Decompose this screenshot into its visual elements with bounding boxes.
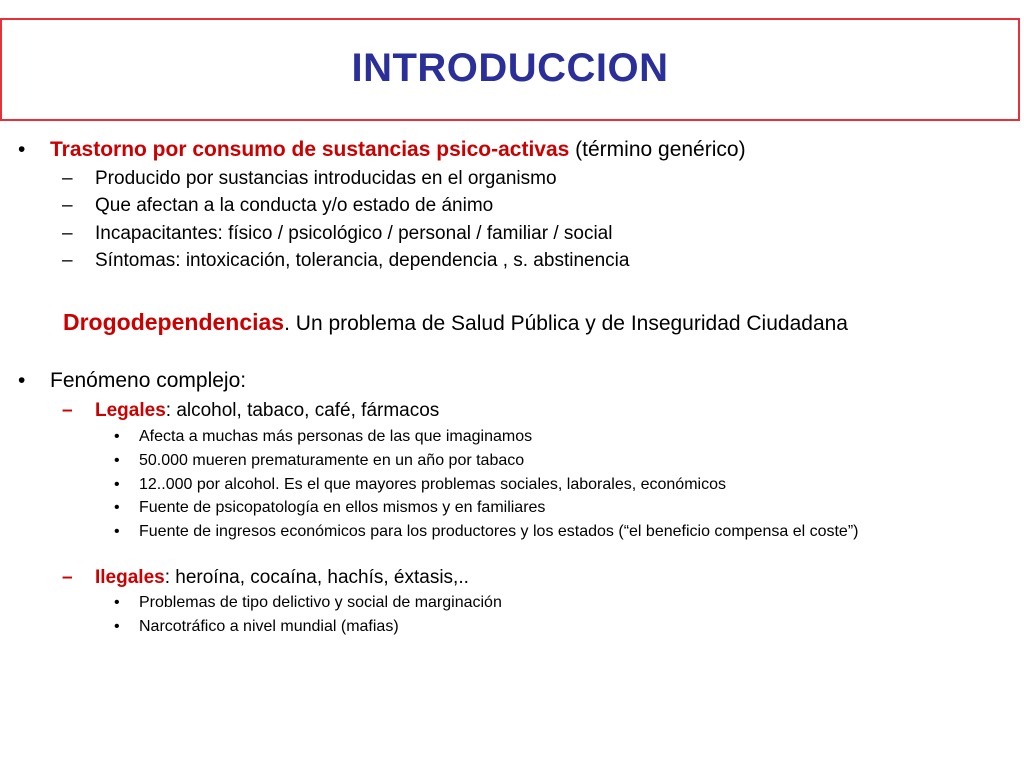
- dash-marker: –: [62, 168, 73, 189]
- sub-sub-item: [114, 476, 726, 494]
- bullet-marker: •: [114, 499, 120, 516]
- statement-bold-text: Drogodependencias: [63, 309, 285, 335]
- sub-sub-item: [114, 452, 525, 470]
- sub-sub-item-text: 12..000 por alcohol. Es el que mayores problemas sociales, laborales, económicos: [139, 476, 726, 493]
- sub-item: [62, 567, 469, 589]
- sub-item-text: Que afectan a la conducta y/o estado de ánimo: [95, 195, 494, 216]
- sub-item: [62, 250, 630, 272]
- bullet-marker: •: [114, 476, 120, 493]
- dash-marker: –: [62, 400, 73, 421]
- bullet-item: [18, 138, 746, 162]
- dash-marker: –: [62, 567, 73, 588]
- sub-item: [62, 195, 494, 217]
- sub-sub-item: [114, 594, 502, 612]
- sub-sub-item-text: Narcotráfico a nivel mundial (mafias): [139, 618, 399, 635]
- sub-item-bold-text: Legales: [95, 400, 166, 421]
- bullet-bold-text: Trastorno por consumo de sustancias psico-activas: [50, 138, 570, 161]
- sub-item-text: Síntomas: intoxicación, tolerancia, dependencia , s. abstinencia: [95, 250, 630, 271]
- highlight-statement: [63, 309, 848, 336]
- sub-sub-item-text: Afecta a muchas más personas de las que imaginamos: [139, 428, 533, 445]
- bullet-text: (término genérico): [569, 138, 746, 161]
- bullet-marker: •: [114, 452, 120, 469]
- sub-item-bold-text: Ilegales: [95, 567, 165, 588]
- dash-marker: –: [62, 195, 73, 216]
- sub-item-text: Producido por sustancias introducidas en el organismo: [95, 168, 557, 189]
- bullet-marker: •: [18, 369, 26, 392]
- sub-sub-item: [114, 618, 399, 636]
- bullet-item: [18, 369, 247, 393]
- bullet-marker: •: [114, 594, 120, 611]
- sub-item: [62, 400, 440, 422]
- bullet-text: Fenómeno complejo:: [50, 369, 247, 392]
- sub-item: [62, 223, 613, 245]
- sub-sub-item-text: Problemas de tipo delictivo y social de marginación: [139, 594, 502, 611]
- bullet-marker: •: [114, 618, 120, 635]
- dash-marker: –: [62, 250, 73, 271]
- sub-item-text: : heroína, cocaína, hachís, éxtasis,..: [164, 567, 469, 588]
- sub-item-text: Incapacitantes: físico / psicológico / personal / familiar / social: [95, 223, 613, 244]
- sub-sub-item: [114, 523, 979, 541]
- slide-title: INTRODUCCION: [351, 46, 669, 90]
- title-box: [0, 18, 1020, 121]
- sub-sub-item-text: Fuente de psicopatología en ellos mismos y en familiares: [139, 499, 546, 516]
- statement-text: . Un problema de Salud Pública y de Inseguridad Ciudadana: [284, 312, 848, 335]
- sub-sub-item-text: Fuente de ingresos económicos para los productores y los estados (“el beneficio compensa el coste”): [139, 523, 859, 540]
- sub-item-text: : alcohol, tabaco, café, fármacos: [165, 400, 440, 421]
- dash-marker: –: [62, 223, 73, 244]
- bullet-marker: •: [114, 523, 120, 540]
- bullet-marker: •: [18, 138, 26, 161]
- sub-sub-item: [114, 428, 533, 446]
- sub-sub-item-text: 50.000 mueren prematuramente en un año por tabaco: [139, 452, 525, 469]
- bullet-marker: •: [114, 428, 120, 445]
- sub-sub-item: [114, 499, 546, 517]
- sub-item: [62, 168, 557, 190]
